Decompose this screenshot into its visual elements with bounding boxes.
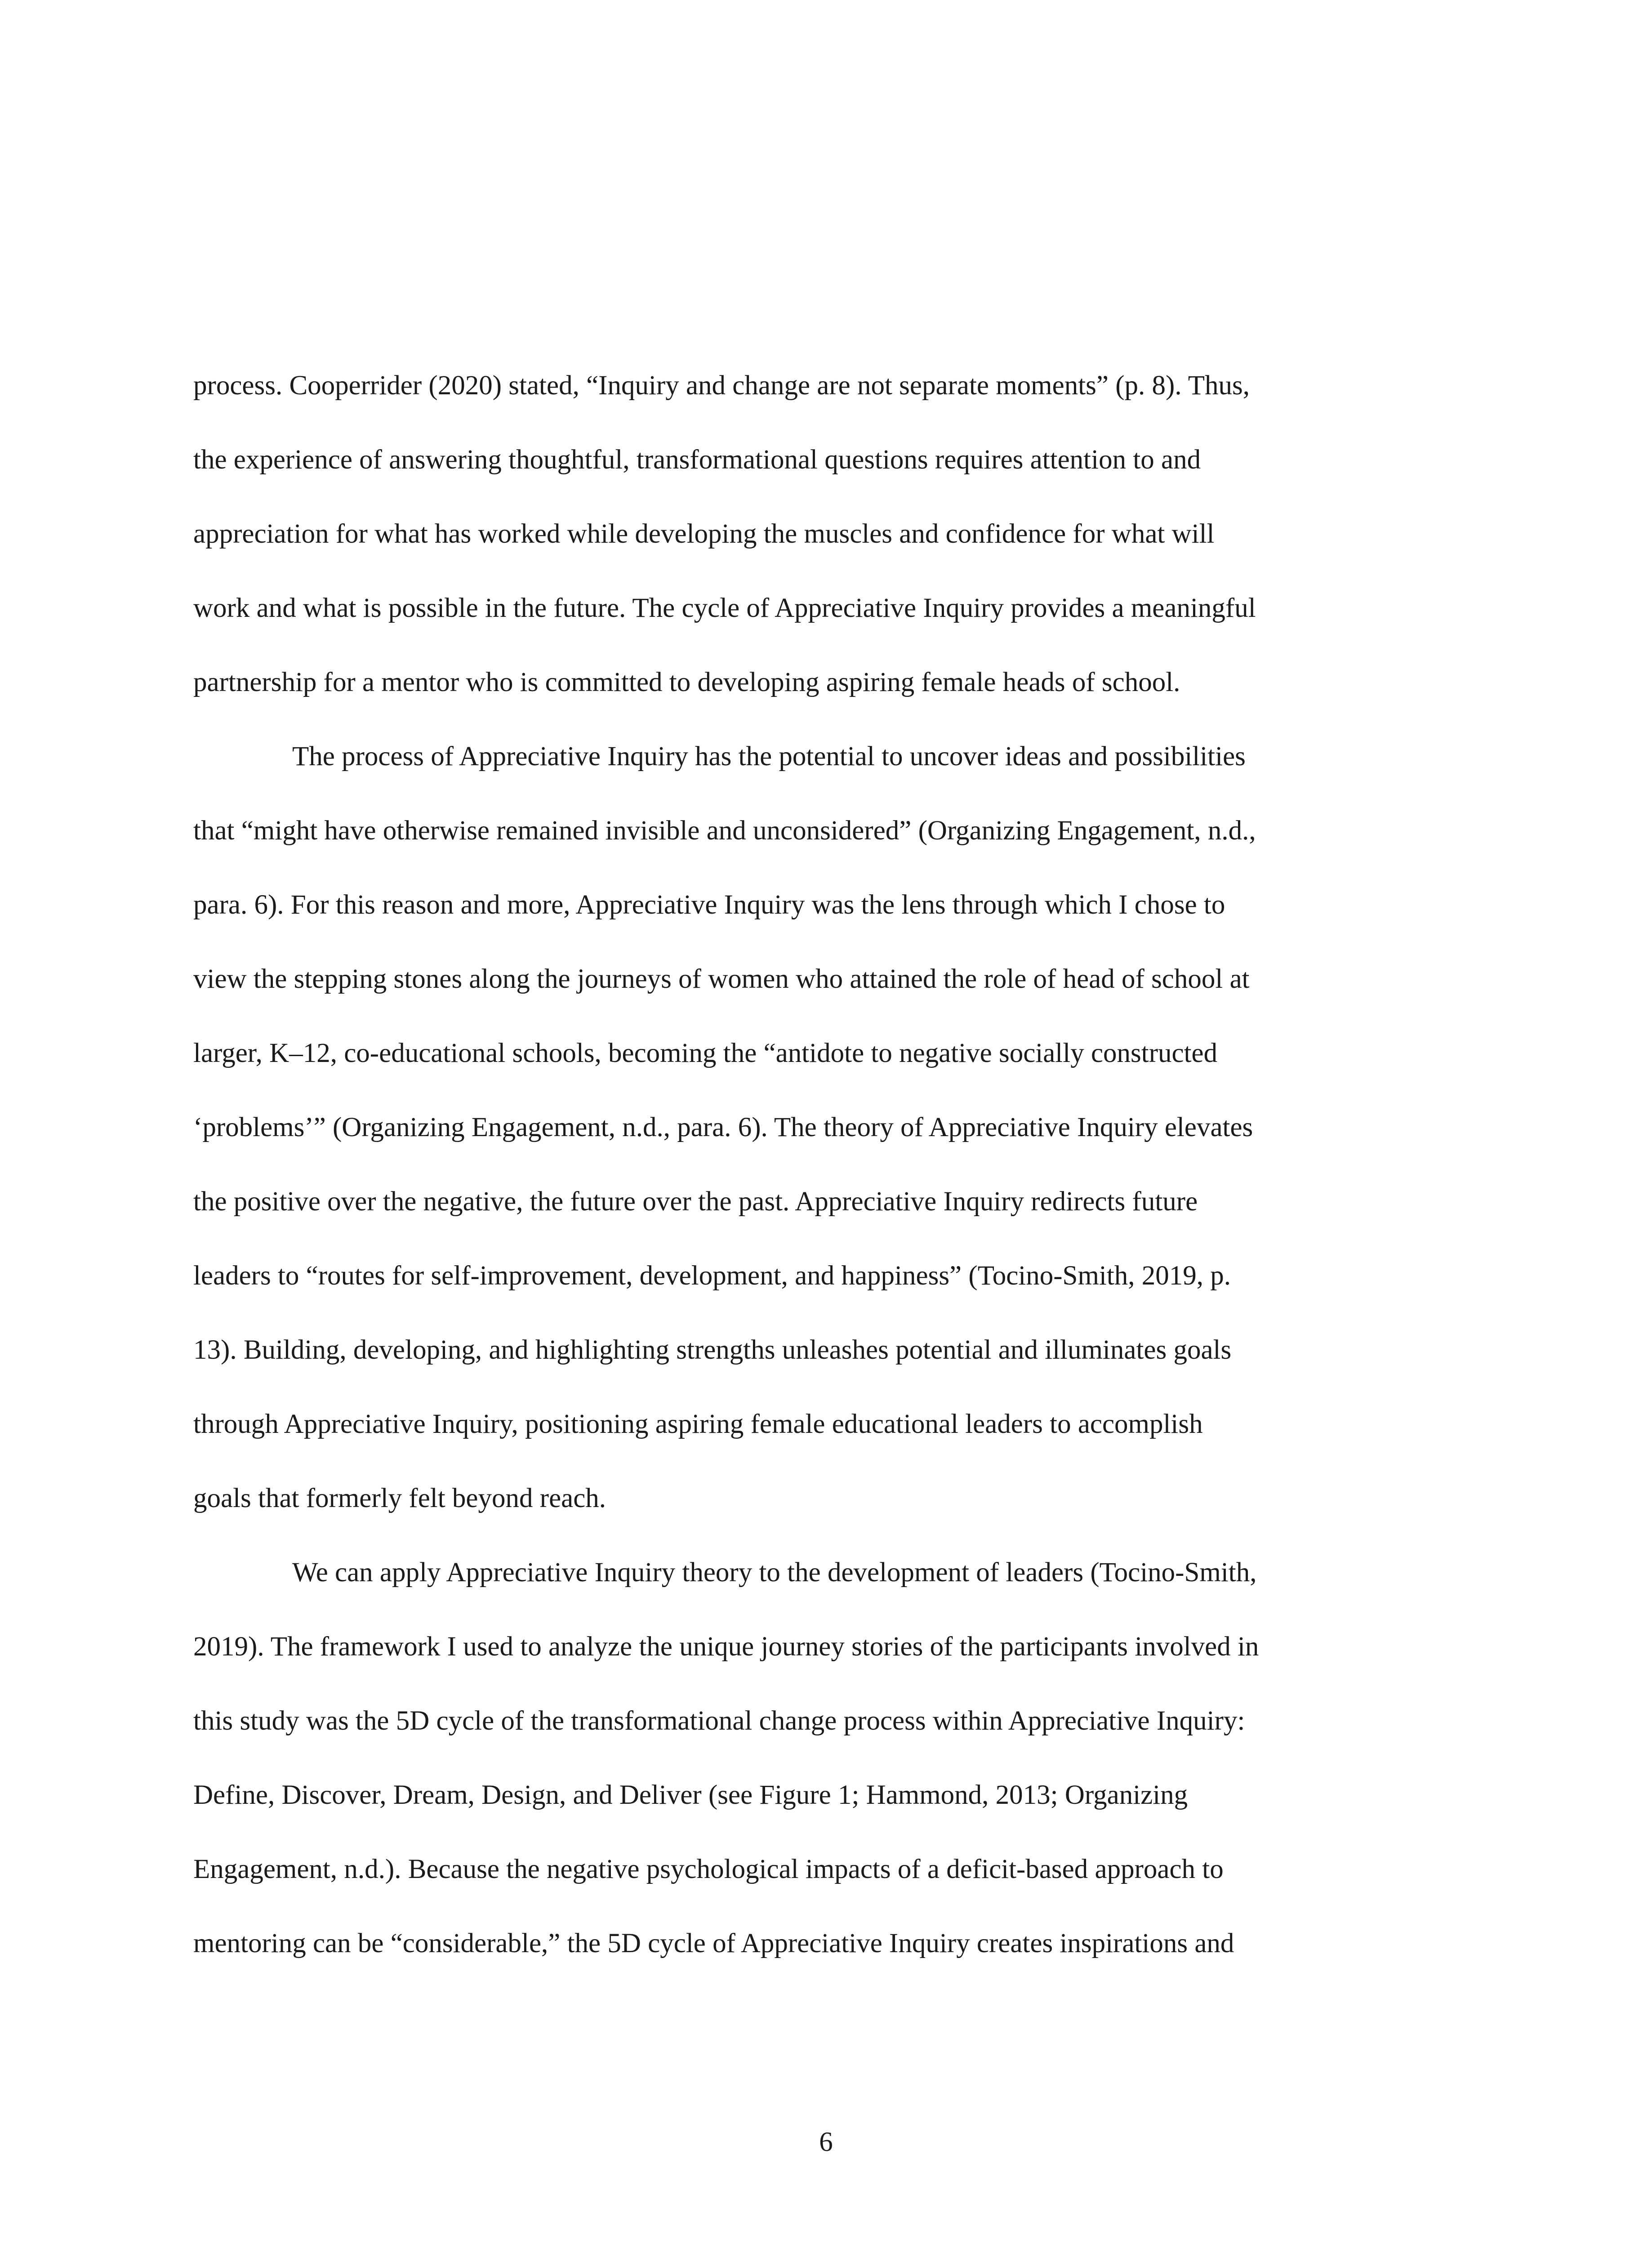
text-line: this study was the 5D cycle of the transformational change process within Appreciative Inquiry:	[193, 1706, 1245, 1736]
text-line: mentoring can be “considerable,” the 5D cycle of Appreciative Inquiry creates inspirations and	[193, 1928, 1234, 1958]
text-line: larger, K–12, co-educational schools, becoming the “antidote to negative socially constructed	[193, 1038, 1218, 1068]
text-line: the experience of answering thoughtful, transformational questions requires attention to and	[193, 445, 1201, 475]
text-line: partnership for a mentor who is committed to developing aspiring female heads of school.	[193, 667, 1180, 697]
text-line: 2019). The framework I used to analyze the unique journey stories of the participants involved in	[193, 1632, 1259, 1662]
text-line: 13). Building, developing, and highlighting strengths unleashes potential and illuminates goals	[193, 1335, 1232, 1365]
paragraph-start-line: We can apply Appreciative Inquiry theory to the development of leaders (Tocino-Smith,	[292, 1557, 1257, 1588]
text-line: Engagement, n.d.). Because the negative psychological impacts of a deficit-based approach to	[193, 1854, 1224, 1884]
text-line: work and what is possible in the future. The cycle of Appreciative Inquiry provides a meaningful	[193, 593, 1256, 623]
text-line: view the stepping stones along the journeys of women who attained the role of head of school at	[193, 964, 1250, 994]
text-line: appreciation for what has worked while developing the muscles and confidence for what will	[193, 519, 1215, 549]
text-line: goals that formerly felt beyond reach.	[193, 1483, 606, 1513]
text-line: the positive over the negative, the future over the past. Appreciative Inquiry redirects future	[193, 1186, 1198, 1217]
text-line: ‘problems’” (Organizing Engagement, n.d., para. 6). The theory of Appreciative Inquiry elevates	[193, 1112, 1253, 1142]
text-line: through Appreciative Inquiry, positioning aspiring female educational leaders to accomplish	[193, 1409, 1203, 1439]
text-line: leaders to “routes for self-improvement, development, and happiness” (Tocino-Smith, 2019, p.	[193, 1261, 1231, 1291]
text-line: process. Cooperrider (2020) stated, “Inquiry and change are not separate moments” (p. 8). Thus,	[193, 370, 1250, 401]
text-line: Define, Discover, Dream, Design, and Deliver (see Figure 1; Hammond, 2013; Organizing	[193, 1780, 1188, 1810]
text-line: that “might have otherwise remained invisible and unconsidered” (Organizing Engagement, n.d.,	[193, 816, 1256, 846]
text-line: para. 6). For this reason and more, Appreciative Inquiry was the lens through which I chose to	[193, 890, 1225, 920]
paragraph-start-line: The process of Appreciative Inquiry has the potential to uncover ideas and possibilities	[292, 741, 1246, 772]
page-number: 6	[819, 2127, 833, 2157]
